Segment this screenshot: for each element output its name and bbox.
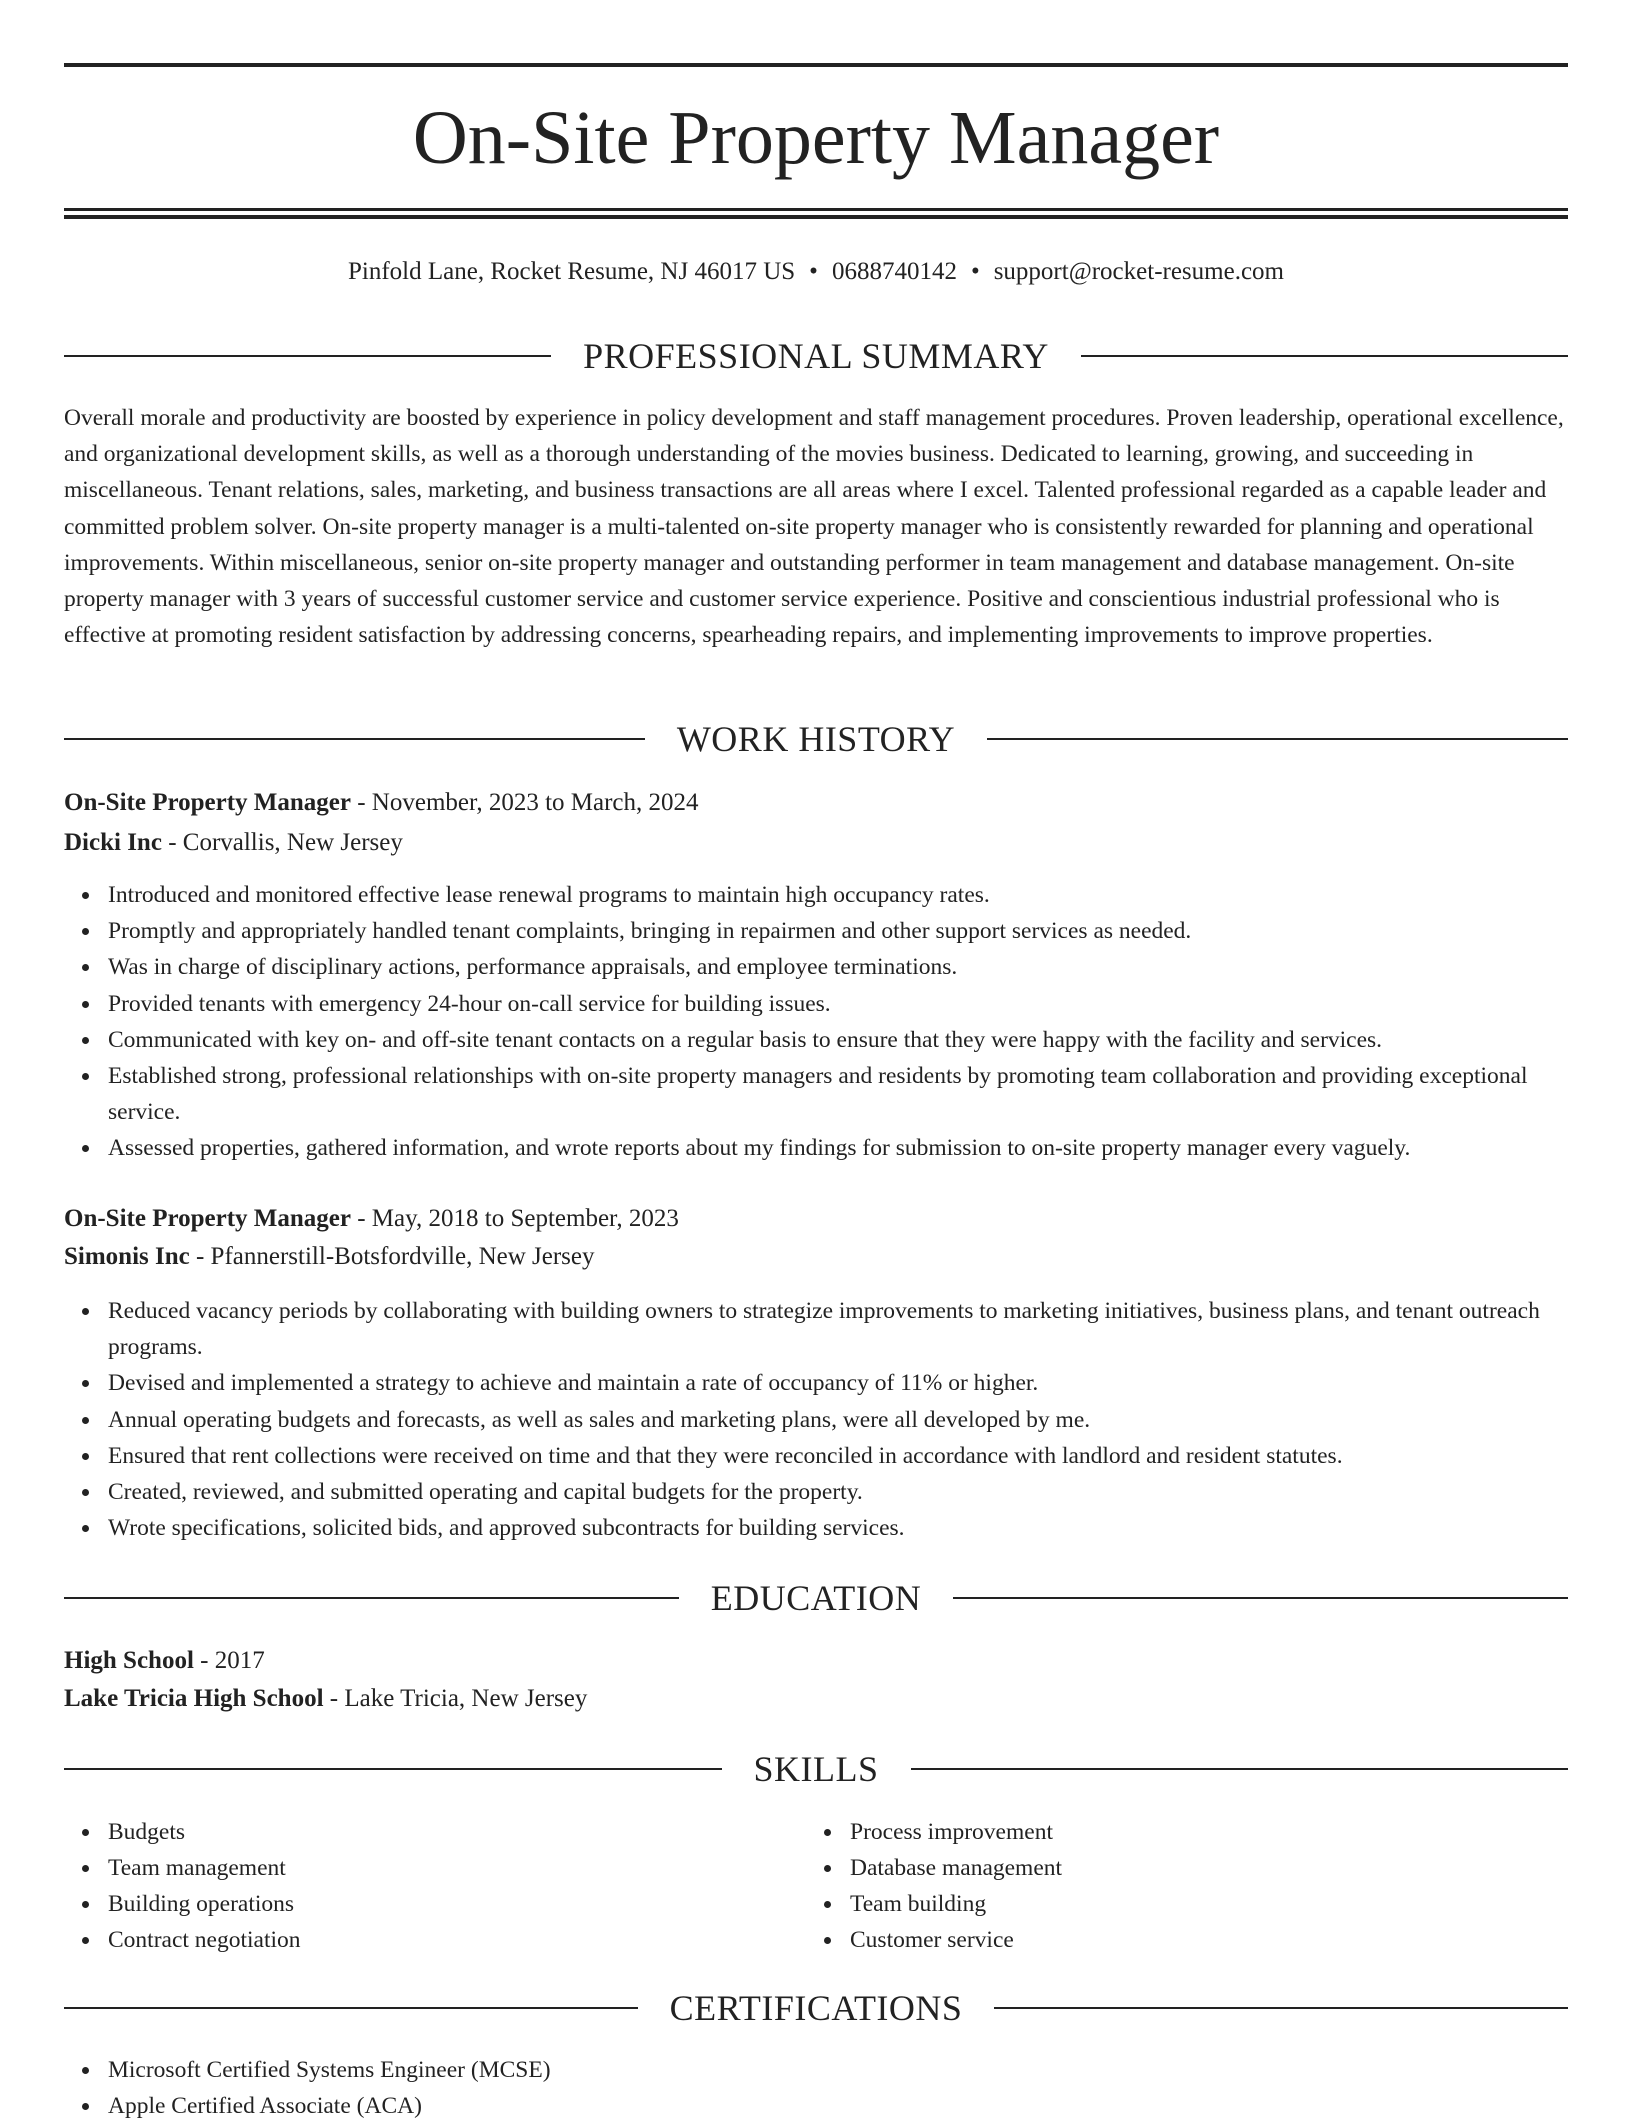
title-rule-lower bbox=[64, 215, 1568, 219]
skill-item: Database management bbox=[850, 1850, 1566, 1886]
job-company-line bbox=[64, 825, 403, 861]
job-bullets bbox=[64, 877, 1568, 1167]
skill-item: Building operations bbox=[108, 1886, 804, 1922]
skill-item: Customer service bbox=[850, 1922, 1566, 1958]
section-header-skills bbox=[64, 1747, 1568, 1791]
section-rule bbox=[64, 1597, 679, 1599]
education-location: - Lake Tricia, New Jersey bbox=[323, 1685, 588, 1712]
list-item: Reduced vacancy periods by collaborating with building owners to strategize improvements to marketing initiatives, business plans, and tenant outreach programs. bbox=[108, 1293, 1568, 1365]
contact-separator: • bbox=[970, 258, 980, 285]
section-header-summary bbox=[64, 334, 1568, 378]
section-rule bbox=[987, 738, 1568, 740]
skill-item: Budgets bbox=[108, 1814, 804, 1850]
section-header-certifications bbox=[64, 1986, 1568, 2030]
education-degree-line bbox=[64, 1643, 265, 1679]
section-title: EDUCATION bbox=[710, 1578, 922, 1618]
list-item: Annual operating budgets and forecasts, as well as sales and marketing plans, were all developed by me. bbox=[108, 1402, 1568, 1438]
job-company: Simonis Inc bbox=[64, 1243, 190, 1270]
contact-phone: 0688740142 bbox=[831, 258, 957, 285]
skills-list-right bbox=[806, 1814, 1566, 1958]
list-item: Provided tenants with emergency 24-hour on-call service for building issues. bbox=[108, 986, 1568, 1022]
section-header-work bbox=[64, 717, 1568, 761]
section-rule bbox=[911, 1768, 1569, 1770]
section-title: WORK HISTORY bbox=[676, 719, 956, 759]
section-title: CERTIFICATIONS bbox=[669, 1988, 963, 2028]
list-item: Promptly and appropriately handled tenant complaints, bringing in repairmen and other support services as needed. bbox=[108, 913, 1568, 949]
skills-list-left bbox=[64, 1814, 804, 1958]
job-location: - Corvallis, New Jersey bbox=[161, 829, 403, 856]
list-item: Assessed properties, gathered information, and wrote reports about my findings for submission to on-site property manager every vaguely. bbox=[108, 1130, 1568, 1166]
title-rule-upper bbox=[64, 208, 1568, 211]
section-rule bbox=[64, 738, 645, 740]
contact-line bbox=[64, 254, 1568, 290]
list-item: Ensured that rent collections were received on time and that they were reconciled in accordance with landlord and resident statutes. bbox=[108, 1438, 1568, 1474]
section-rule bbox=[64, 1768, 722, 1770]
list-item: Introduced and monitored effective lease renewal programs to maintain high occupancy rates. bbox=[108, 877, 1568, 913]
top-rule bbox=[64, 63, 1568, 67]
education-school: Lake Tricia High School bbox=[64, 1685, 324, 1712]
skill-item: Team building bbox=[850, 1886, 1566, 1922]
list-item: Created, reviewed, and submitted operating and capital budgets for the property. bbox=[108, 1474, 1568, 1510]
section-title: SKILLS bbox=[753, 1749, 879, 1789]
certifications-list bbox=[64, 2052, 1568, 2124]
list-item: Was in charge of disciplinary actions, performance appraisals, and employee terminations. bbox=[108, 949, 1568, 985]
job-title-line bbox=[64, 1201, 679, 1237]
skill-item: Team management bbox=[108, 1850, 804, 1886]
education-school-line bbox=[64, 1681, 587, 1717]
job-location: - Pfannerstill-Botsfordville, New Jersey bbox=[189, 1243, 595, 1270]
section-rule bbox=[1081, 355, 1568, 357]
job-title: On-Site Property Manager bbox=[64, 1205, 351, 1232]
section-title: PROFESSIONAL SUMMARY bbox=[583, 336, 1049, 376]
contact-address: Pinfold Lane, Rocket Resume, NJ 46017 US bbox=[347, 258, 796, 285]
job-title: On-Site Property Manager bbox=[64, 789, 351, 816]
list-item: Devised and implemented a strategy to achieve and maintain a rate of occupancy of 11% or higher. bbox=[108, 1365, 1568, 1401]
list-item: Communicated with key on- and off-site tenant contacts on a regular basis to ensure that they were happy with the facility and services. bbox=[108, 1022, 1568, 1058]
section-rule bbox=[994, 2007, 1568, 2009]
certification-item: Microsoft Certified Systems Engineer (MCSE) bbox=[108, 2052, 1568, 2088]
job-bullets bbox=[64, 1293, 1568, 1546]
list-item: Wrote specifications, solicited bids, and approved subcontracts for building services. bbox=[108, 1510, 1568, 1546]
job-company-line bbox=[64, 1239, 595, 1275]
section-header-education bbox=[64, 1576, 1568, 1620]
education-degree: High School bbox=[64, 1647, 194, 1674]
job-company: Dicki Inc bbox=[64, 829, 162, 856]
contact-email: support@rocket-resume.com bbox=[993, 258, 1284, 285]
section-rule bbox=[64, 2007, 638, 2009]
summary-paragraph: Overall morale and productivity are boosted by experience in policy development and staff management procedures. Proven leadership, operational excellence, and organizational development skills, as well as a thorough understanding of the movies business. Dedicated to learning, growing, and succeeding in miscellaneous. Tenant relations, sales, marketing, and business transactions are all areas where I excel. Talented professional regarded as a capable leader and committed problem solver. On-site property manager is a multi-talented on-site property manager who is consistently rewarded for planning and operational improvements. Within miscellaneous, senior on-site property manager and outstanding performer in team management and database management. On-site property manager with 3 years of successful customer service and customer service experience. Positive and conscientious industrial professional who is effective at promoting resident satisfaction by addressing concerns, spearheading repairs, and implementing improvements to improve properties. bbox=[64, 405, 1564, 649]
job-dates: - November, 2023 to March, 2024 bbox=[350, 789, 699, 816]
skill-item: Process improvement bbox=[850, 1814, 1566, 1850]
job-title-line bbox=[64, 785, 699, 821]
section-rule bbox=[953, 1597, 1568, 1599]
list-item: Established strong, professional relationships with on-site property managers and residents by promoting team collaboration and providing exceptional service. bbox=[108, 1058, 1568, 1130]
certification-item: Apple Certified Associate (ACA) bbox=[108, 2088, 1568, 2124]
skill-item: Contract negotiation bbox=[108, 1922, 804, 1958]
education-year: - 2017 bbox=[193, 1647, 265, 1674]
contact-separator: • bbox=[809, 258, 818, 285]
section-rule bbox=[64, 355, 551, 357]
resume-title: On-Site Property Manager bbox=[412, 96, 1220, 180]
job-dates: - May, 2018 to September, 2023 bbox=[350, 1205, 679, 1232]
